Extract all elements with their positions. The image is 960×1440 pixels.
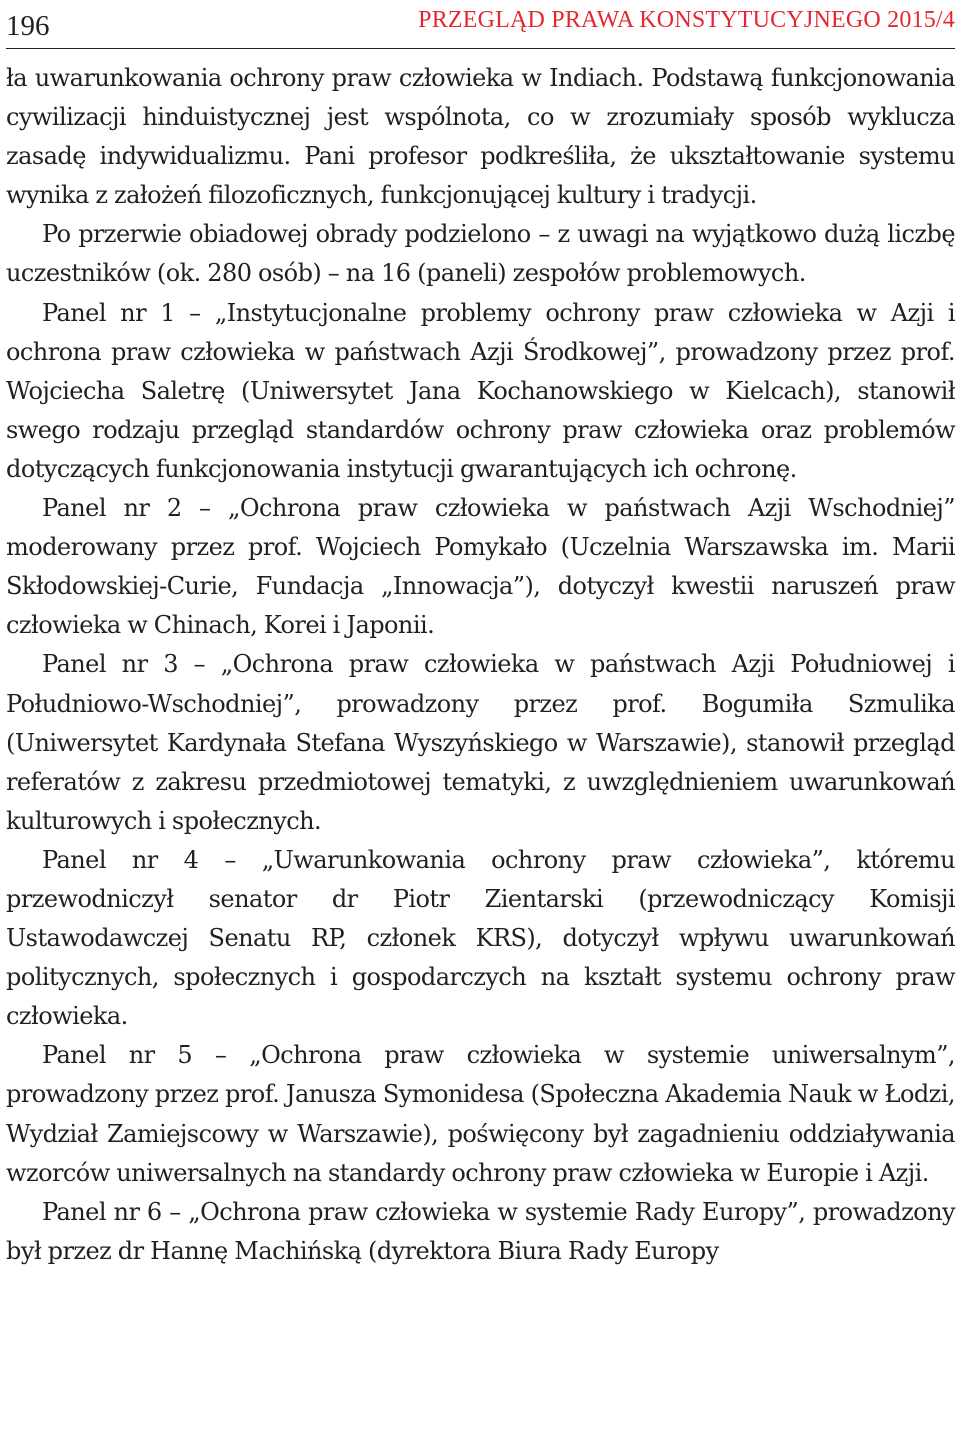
paragraph-panel-1: Panel nr 1 – „Instytucjonalne problemy ochrony praw człowieka w Azji i ochrona praw człowieka w państwach Azji Środkowej”, prowadzony przez prof. Wojciecha Saletrę (Uniwersytet Jana Kochanowskiego w Kielcach), stanowił swego rodzaju przegląd standardów ochrony praw człowieka oraz problemów dotyczących funkcjonowania instytucji gwarantujących ich ochronę. xyxy=(6,298,955,483)
paragraph-panel-2: Panel nr 2 – „Ochrona praw człowieka w państwach Azji Wschodniej” moderowany przez prof. Wojciech Pomykało (Uczelnia Warszawska im. Marii Skłodowskiej-Curie, Fundacja „Innowacja”), dotyczył kwestii naruszeń praw człowieka w Chinach, Korei i Japonii. xyxy=(6,494,955,640)
page-number: 196 xyxy=(6,10,50,42)
paragraph-continuation: ła uwarunkowania ochrony praw człowieka w Indiach. Podstawą funkcjonowania cywilizacji hinduistycznej jest wspólnota, co w zrozumiały sposób wyklucza zasadę indywidualizmu. Pani profesor podkreśliła, że ukształtowanie systemu wynika z założeń filozoficznych, funkcjonującej kultury i tradycji. xyxy=(6,64,955,210)
paragraph: Po przerwie obiadowej obrady podzielono – z uwagi na wyjątkowo dużą liczbę uczestników (ok. 280 osób) – na 16 (paneli) zespołów problemowych. xyxy=(6,220,955,288)
paragraph-panel-6: Panel nr 6 – „Ochrona praw człowieka w systemie Rady Europy”, prowadzony był przez dr Hannę Machińską (dyrektora Biura Rady Europy xyxy=(6,1197,955,1265)
journal-title: PRZEGLĄD PRAWA KONSTYTUCYJNEGO 2015/4 xyxy=(418,7,955,33)
paragraph-panel-3: Panel nr 3 – „Ochrona praw człowieka w państwach Azji Południowej i Południowo-Wschodniej”, prowadzony przez prof. Bogumiła Szmulika (Uniwersytet Kardynała Stefana Wyszyńskiego w Warszawie), stanowił przegląd referatów z zakresu przedmiotowej tematyki, z uwzględnieniem uwarunkowań kulturowych i społecznych. xyxy=(6,650,955,835)
body-text xyxy=(6,59,955,1271)
running-header xyxy=(6,4,955,49)
paragraph-panel-5: Panel nr 5 – „Ochrona praw człowieka w systemie uniwersalnym”, prowadzony przez prof. Janusza Symonidesa (Społeczna Akademia Nauk w Łodzi, Wydział Zamiejscowy w Warszawie), poświęcony był zagadnieniu oddziaływania wzorców uniwersalnych na standardy ochrony praw człowieka w Europie i Azji. xyxy=(6,1041,955,1187)
document-page xyxy=(6,0,955,1271)
paragraph-panel-4: Panel nr 4 – „Uwarunkowania ochrony praw człowieka”, któremu przewodniczył senator dr Piotr Zientarski (przewodniczący Komisji Ustawodawczej Senatu RP, członek KRS), dotyczył wpływu uwarunkowań politycznych, społecznych i gospodarczych na kształt systemu ochrony praw człowieka. xyxy=(6,845,955,1031)
